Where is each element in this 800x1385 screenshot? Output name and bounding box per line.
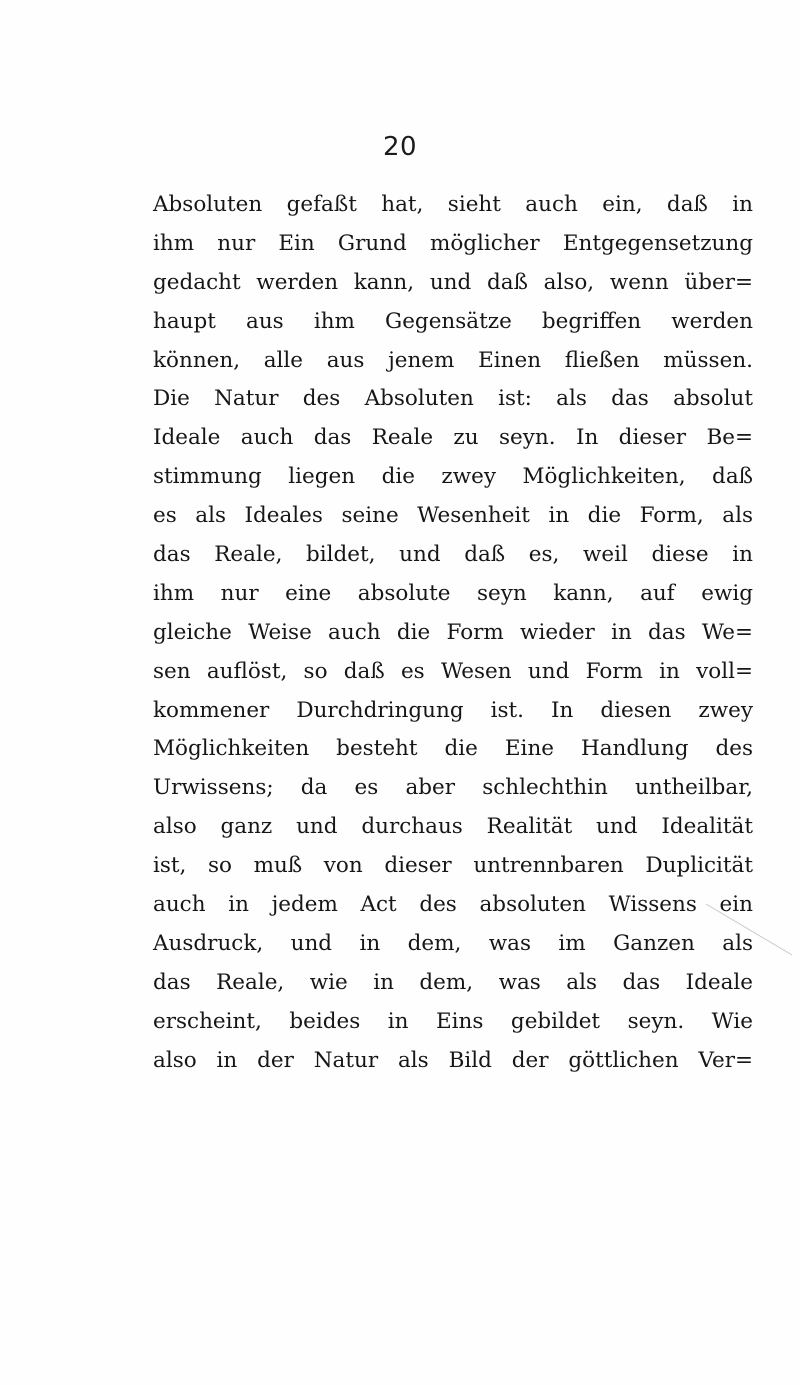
text-line: also in der Natur als Bild der göttlichen Ver= — [153, 1047, 753, 1073]
text-line: Absoluten gefaßt hat, sieht auch ein, daß in — [153, 192, 753, 217]
text-line: gedacht werden kann, und daß also, wenn über= — [153, 269, 753, 295]
text-line: Die Natur des Absoluten ist: als das absolut — [153, 386, 753, 412]
text-line: Ideale auch das Reale zu seyn. In dieser Be= — [153, 425, 753, 451]
text-line: Möglichkeiten besteht die Eine Handlung des — [153, 736, 753, 762]
text-line: sen auflöst, so daß es Wesen und Form in voll= — [153, 658, 753, 684]
text-line: ihm nur Ein Grund möglicher Entgegensetzung — [153, 230, 753, 256]
text-line: auch in jedem Act des absoluten Wissens ein — [153, 892, 753, 918]
text-line: ihm nur eine absolute seyn kann, auf ewig — [153, 580, 753, 606]
text-line: das Reale, wie in dem, was als das Ideale — [153, 969, 753, 995]
text-line: also ganz und durchaus Realität und Idealität — [153, 814, 753, 840]
text-line: erscheint, beides in Eins gebildet seyn. Wie — [153, 1008, 753, 1034]
text-line: Urwissens; da es aber schlechthin untheilbar, — [153, 775, 753, 801]
text-line: stimmung liegen die zwey Möglichkeiten, daß — [153, 464, 753, 490]
text-line: ist, so muß von dieser untrennbaren Duplicität — [153, 853, 753, 879]
paper-crease-mark — [704, 902, 794, 957]
text-line: kommener Durchdringung ist. In diesen zwey — [153, 697, 753, 723]
text-line: es als Ideales seine Wesenheit in die Form, als — [153, 503, 753, 529]
text-line: können, alle aus jenem Einen fließen müssen. — [153, 347, 753, 373]
text-line: gleiche Weise auch die Form wieder in das We= — [153, 619, 753, 645]
body-text — [153, 186, 753, 1080]
text-line: das Reale, bildet, und daß es, weil diese in — [153, 542, 753, 568]
text-line: Ausdruck, und in dem, was im Ganzen als — [153, 930, 753, 956]
text-line: haupt aus ihm Gegensätze begriffen werden — [153, 308, 753, 334]
page-number: 20 — [382, 132, 418, 162]
